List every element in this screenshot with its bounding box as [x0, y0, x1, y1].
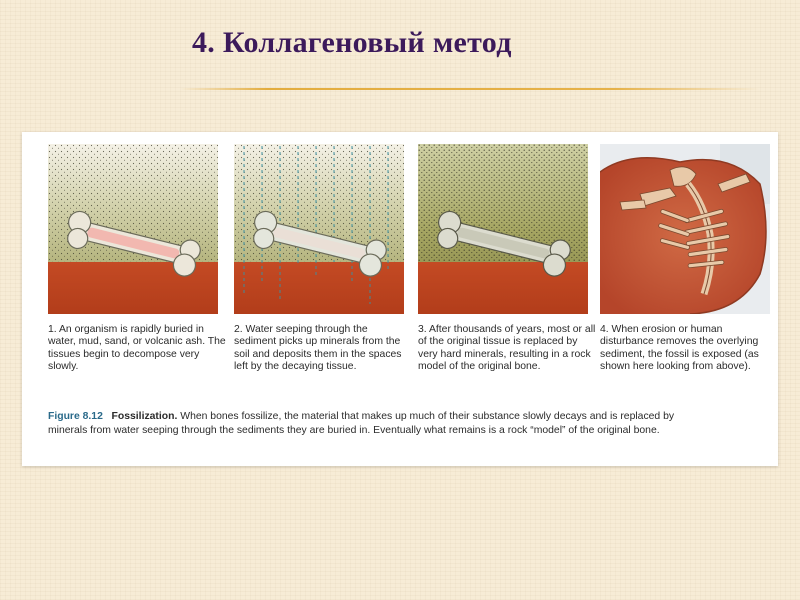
caption-step-4: 4. When erosion or human disturbance removes the overlying sediment, the fossil is exposed (as shown here looking from above).: [600, 324, 759, 373]
panel-buried: [48, 144, 218, 314]
figure-card: [22, 132, 778, 466]
figure-caption-text: When bones fossilize, the material that makes up much of their substance slowly decays and is replaced by minerals from water seeping through the sediments they are buried in. Eventually what remains is a rock “model” of the original bone.: [48, 411, 675, 436]
caption-step-1: 1. An organism is rapidly buried in water, mud, sand, or volcanic ash. The tissues begin to decompose very slowly.: [48, 324, 226, 373]
slide-title: 4. Коллагеновый метод: [192, 26, 512, 59]
panel-exposed-fossil: [600, 144, 770, 314]
panel-mineral-replacement: [418, 144, 588, 314]
figure-label: Figure 8.12: [48, 411, 103, 422]
caption-step-3: 3. After thousands of years, most or all of the original tissue is replaced by very hard minerals, resulting in a rock model of the original bone.: [418, 324, 596, 373]
figure-caption-key: Fossilization.: [111, 411, 178, 422]
figure-caption: [48, 410, 688, 437]
title-underline: [180, 88, 760, 90]
caption-step-2: 2. Water seeping through the sediment picks up minerals from the soil and deposits them in the spaces left by the decaying tissue.: [234, 324, 402, 373]
panel-water-seeping: [234, 144, 404, 314]
